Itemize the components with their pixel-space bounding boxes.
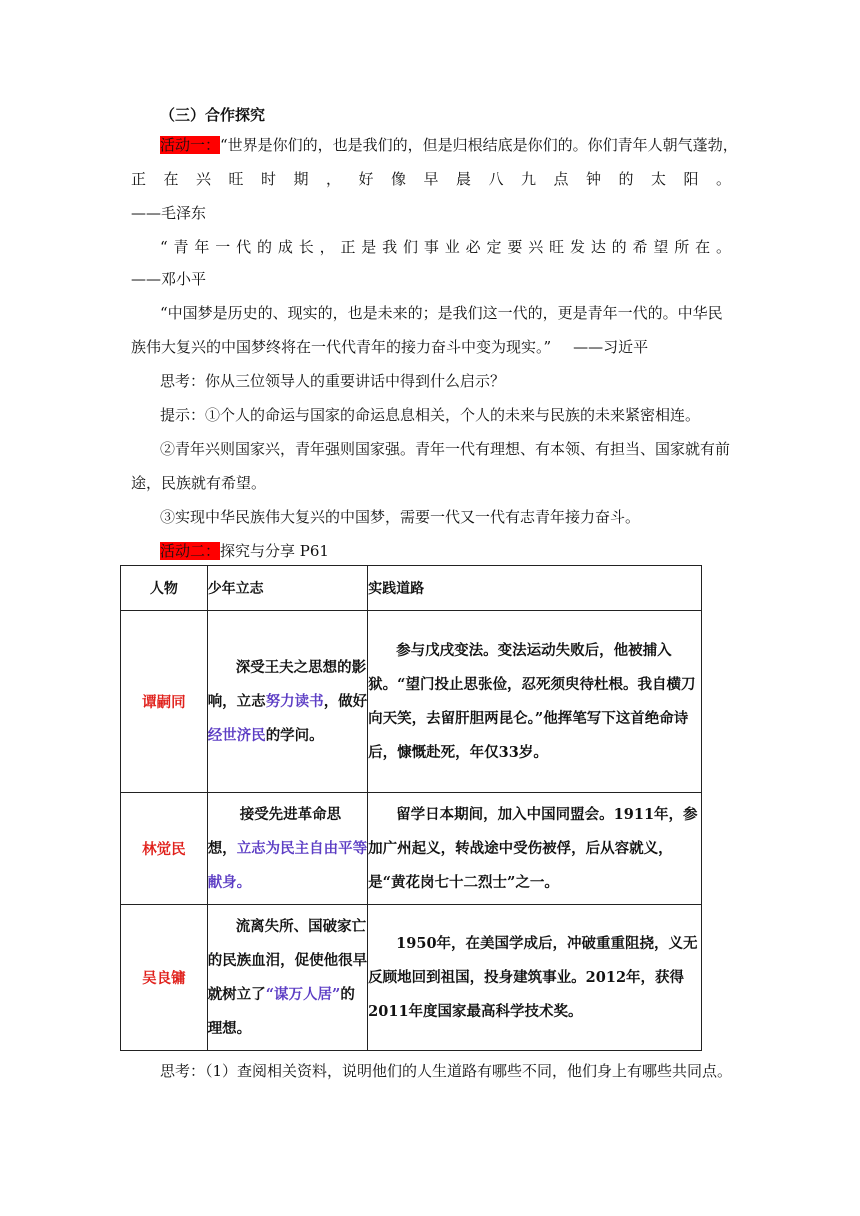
activity1-line1 — [160, 135, 738, 155]
quote3-text-b: 族伟大复兴的中国梦终将在一代代青年的接力奋斗中变为现实。” — [131, 338, 552, 356]
quote2-text-a: “青年一代的成长，正是我们事业必定要兴旺发达的希望所在。 — [160, 238, 731, 256]
section-title: （三）合作探究 — [160, 106, 266, 124]
table-row — [121, 793, 702, 905]
activity2-line — [160, 541, 760, 561]
hint-1: 提示：①个人的命运与国家的命运息息相关，个人的未来与民族的未来紧密相连。 — [160, 406, 701, 424]
aim-cell — [207, 793, 367, 905]
path-text: 1950年，在美国学成后，冲破重重阻挠，义无反顾地回到祖国，投身建筑事业。2012年，获得2011年度国家最高科学技术奖。 — [368, 934, 698, 1020]
people-table — [120, 565, 702, 1051]
person-name: 吴良镛 — [121, 905, 208, 1051]
aim-keyword: 努力读书 — [265, 692, 324, 710]
aim-text: 流离失所、国破家亡的民族血泪，促使他很早就树立了 — [207, 917, 368, 1003]
path-cell — [368, 905, 702, 1051]
header-person: 人物 — [121, 566, 208, 611]
hint-2b: 途，民族就有希望。 — [131, 474, 267, 492]
header-aim: 少年立志 — [207, 566, 367, 611]
quote2-author: ——邓小平 — [131, 270, 207, 288]
quote1-text-b: 正在兴旺时期，好像早晨八九点钟的太阳。 — [131, 170, 731, 188]
path-cell — [368, 611, 702, 793]
aim-keyword-2: 经世济民 — [207, 726, 266, 744]
think-question-2: 思考：（1）查阅相关资料，说明他们的人生道路有哪些不同，他们身上有哪些共同点。 — [160, 1062, 733, 1080]
path-cell — [368, 793, 702, 905]
quote3-text-a: “中国梦是历史的、现实的，也是未来的；是我们这一代的，更是青年一代的。中华民 — [160, 304, 723, 322]
table-header-row — [121, 566, 702, 611]
header-path: 实践道路 — [368, 566, 702, 611]
quote1-author: ——毛泽东 — [131, 204, 207, 222]
aim-keyword: 立志为民主自由平等献身。 — [207, 839, 368, 891]
aim-text: 深受王夫之思想的影响，立志 — [207, 658, 367, 710]
hint-2a: ②青年兴则国家兴，青年强则国家强。青年一代有理想、有本领、有担当、国家就有前 — [160, 440, 731, 458]
aim-cell — [207, 611, 367, 793]
person-name: 谭嗣同 — [121, 611, 208, 793]
aim-text-mid: ，做好 — [323, 692, 368, 710]
activity1-label: 活动一： — [160, 136, 221, 154]
table-row — [121, 905, 702, 1051]
activity2-title: 探究与分享 P61 — [220, 542, 329, 560]
quote3-author: ——习近平 — [573, 338, 649, 356]
path-text: 留学日本期间，加入中国同盟会。1911年，参加广州起义，转战途中受伤被俘，后从容就义，是“黄花岗七十二烈士”之一。 — [368, 805, 698, 891]
aim-text-post: 的学问。 — [265, 726, 324, 744]
path-text: 参与戊戌变法。变法运动失败后，他被捕入狱。“望门投止思张俭，忍死须臾待杜根。我自横刀向天笑，去留肝胆两昆仑。”他挥笔写下这首绝命诗后，慷慨赴死，年仅33岁。 — [368, 641, 696, 761]
table-row — [121, 611, 702, 793]
think-question: 思考：你从三位领导人的重要讲话中得到什么启示？ — [160, 372, 506, 390]
aim-keyword: “谋万人居” — [265, 985, 341, 1003]
person-name: 林觉民 — [121, 793, 208, 905]
quote2-text — [160, 237, 731, 257]
aim-text: 接受先进革命思想， — [207, 805, 342, 857]
quote3-line-b — [131, 337, 731, 357]
quote1-text-a: “世界是你们的，也是我们的，但是归根结底是你们的。你们青年人朝气蓬勃， — [220, 136, 738, 154]
aim-cell — [207, 905, 367, 1051]
aim-text-post: 的理想。 — [207, 985, 355, 1037]
hint-3: ③实现中华民族伟大复兴的中国梦，需要一代又一代有志青年接力奋斗。 — [160, 508, 641, 526]
activity2-label: 活动二： — [160, 542, 221, 560]
